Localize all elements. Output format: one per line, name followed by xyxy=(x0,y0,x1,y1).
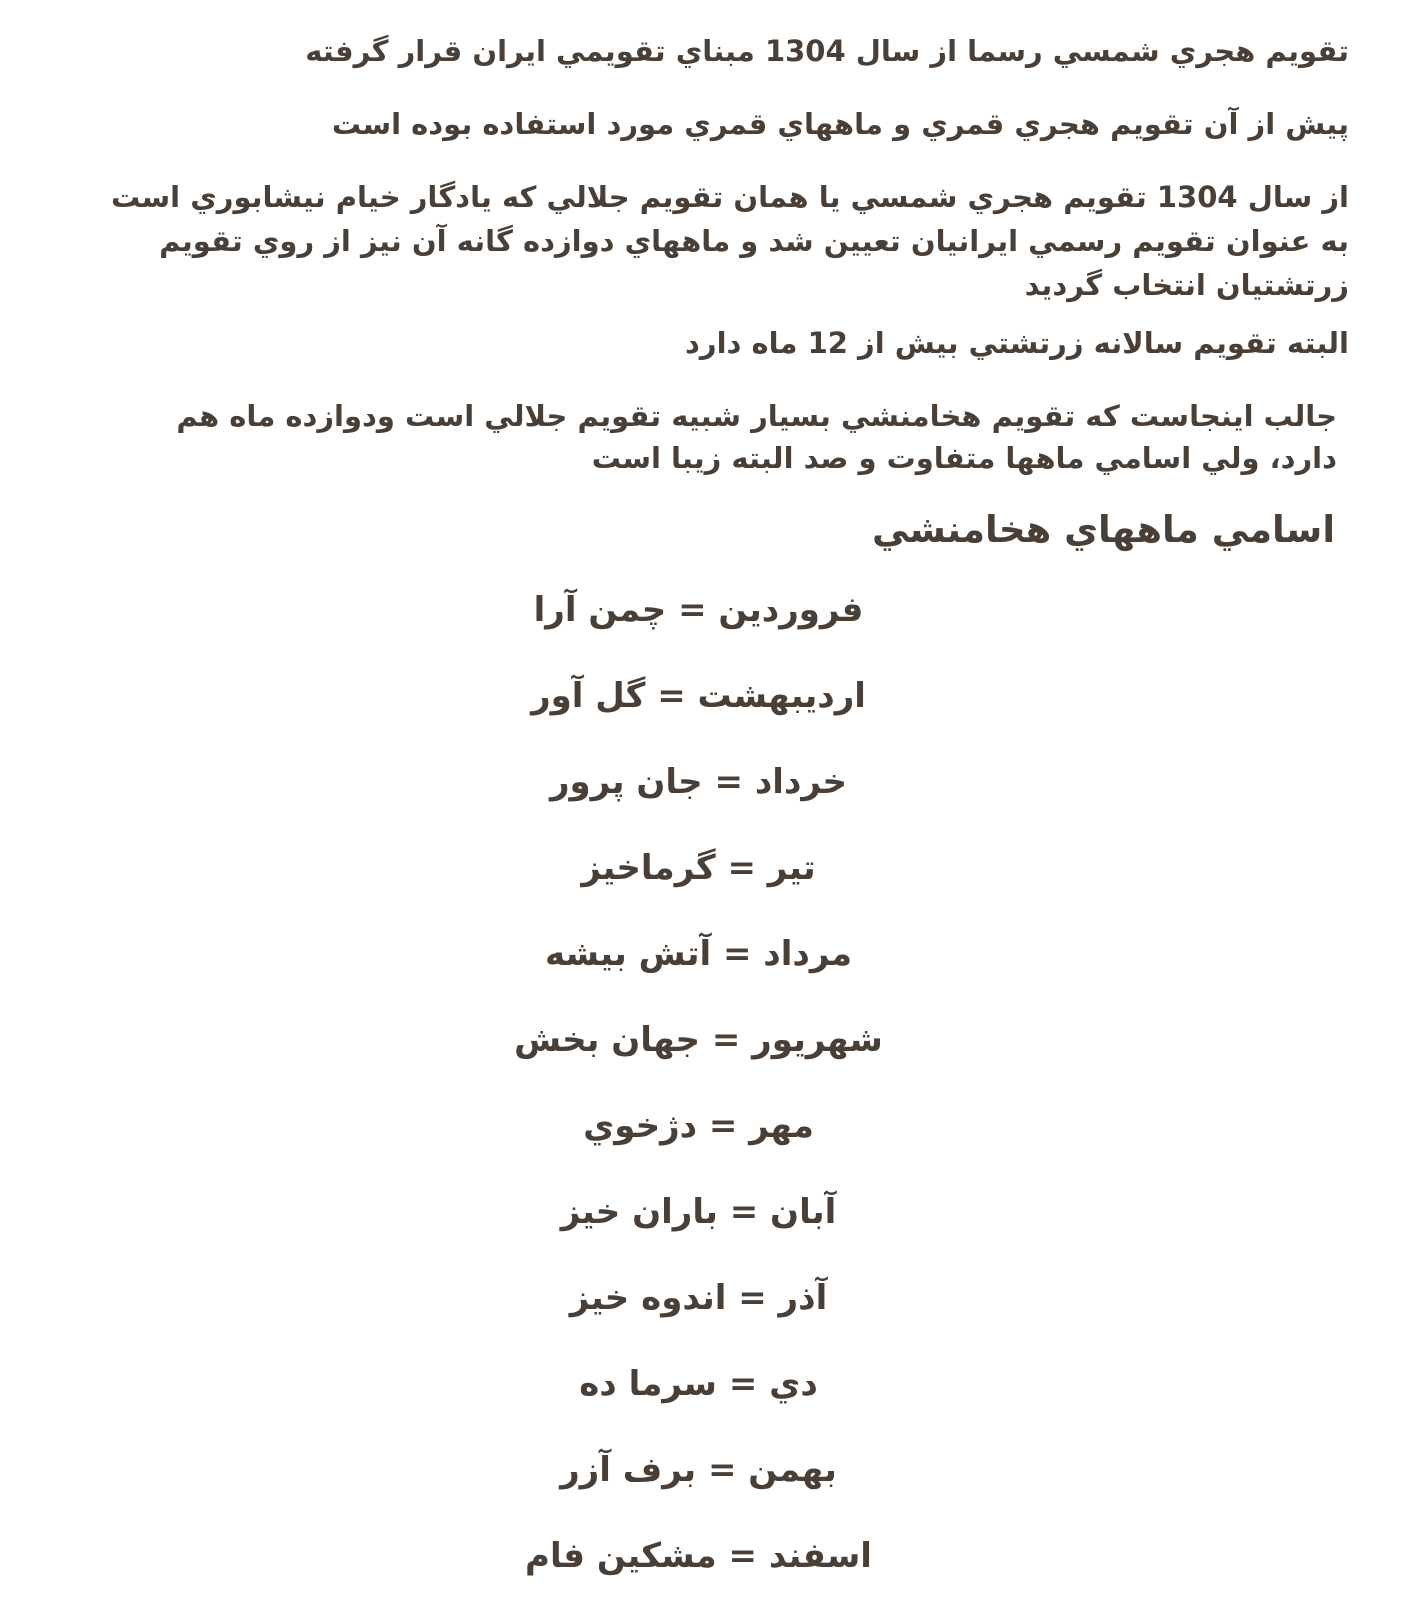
month-item-dey: دي = سرما ده xyxy=(579,1364,818,1404)
paragraph-calendar-official: تقويم هجري شمسي رسما از سال 1304 مبناي تقويمي ايران قرار گرفته xyxy=(305,34,1349,68)
month-names-list xyxy=(0,590,1407,1622)
month-item-aban: آبان = باران خيز xyxy=(560,1192,837,1232)
month-item-ordibehesht: ارديبهشت = گل آور xyxy=(531,676,866,716)
month-item-farvardin: فروردين = چمن آرا xyxy=(533,590,864,630)
paragraph-achaemenid-note: جالب اينجاست كه تقويم هخامنشي بسيار شبيه تقويم جلالي است ودوازده ماه هم دارد، ولي اسامي ماهها متفاوت و صد البته زيبا است xyxy=(176,399,1337,475)
month-item-bahman: بهمن = برف آزر xyxy=(560,1450,837,1490)
month-item-mordad: مرداد = آتش بيشه xyxy=(544,934,853,974)
paragraph-jalali-calendar: از سال 1304 تقويم هجري شمسي يا همان تقويم جلالي كه يادگار خيام نيشابوري است به عنوان تقويم رسمي ايرانيان تعيين شد و ماههاي دوازده گانه آن نيز از روي تقويم زرتشتيان انتخاب گرديد xyxy=(110,180,1349,302)
month-item-tir: تير = گرماخيز xyxy=(581,848,816,888)
month-item-khordad: خرداد = جان پرور xyxy=(549,762,848,802)
section-heading: اسامي ماههاي هخامنشي xyxy=(871,508,1335,551)
paragraph-lunar-calendar: پيش از آن تقويم هجري قمري و ماههاي قمري مورد استفاده بوده است xyxy=(331,107,1349,141)
month-item-azar: آذر = اندوه خيز xyxy=(569,1278,828,1318)
month-item-mehr: مهر = دژخوي xyxy=(583,1106,814,1146)
paragraph-zoroastrian-months: البته تقويم سالانه زرتشتي بيش از 12 ماه دارد xyxy=(685,326,1349,360)
month-item-shahrivar: شهريور = جهان بخش xyxy=(514,1020,883,1060)
month-item-esfand: اسفند = مشكين فام xyxy=(525,1536,872,1576)
